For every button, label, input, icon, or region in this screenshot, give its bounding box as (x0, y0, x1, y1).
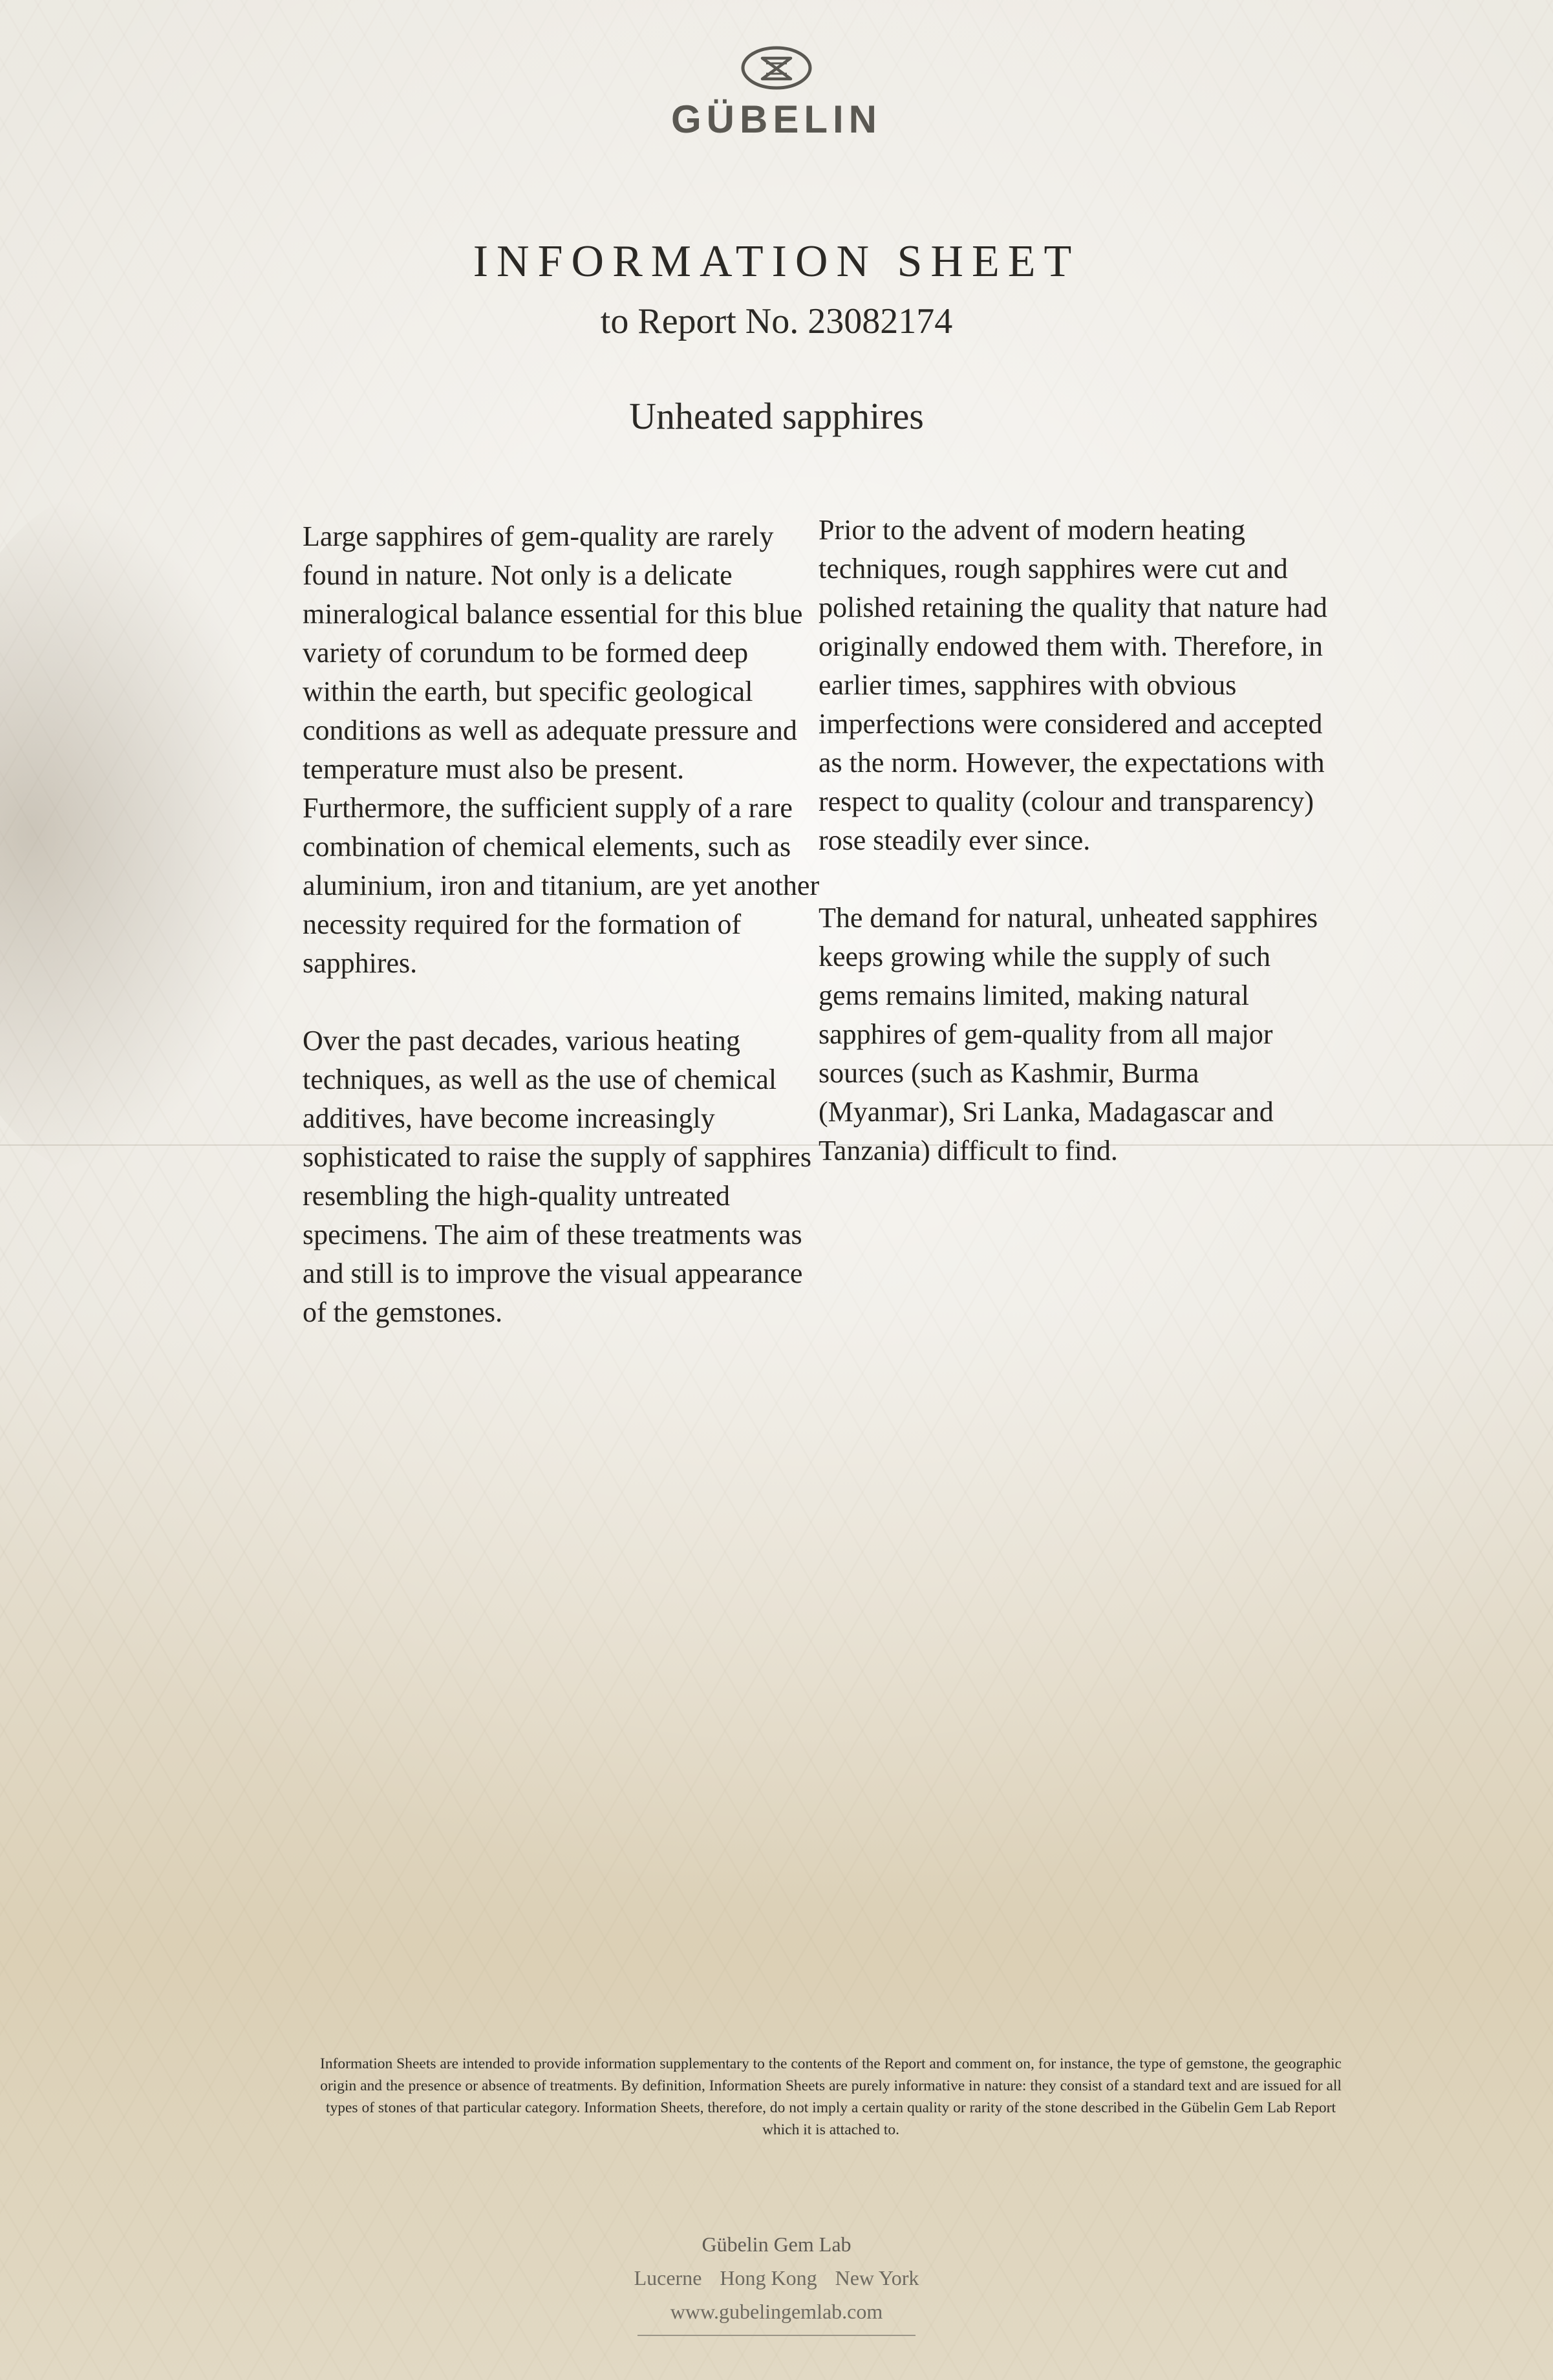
right-column (819, 511, 1336, 1209)
left-column (303, 517, 820, 1371)
disclaimer-text: Information Sheets are intended to provide information supplementary to the contents of the Report and comment on, for instance, the type of gemstone, the geographic origin and the presence or absence of treatments. By definition, Information Sheets are purely informative in nature: they consist of a standard text and are issued for all types of stones of that particular category. Information Sheets, therefore, do not imply a certain quality or rarity of the stone described in the Gübelin Gem Lab Report which it is attached to. (320, 2055, 1342, 2138)
paragraph-treatments: Over the past decades, various heating techniques, as well as the use of chemical additives, have become increasingly sophisticated to raise the supply of sapphires resembling the high-quality untreated specimens. The aim of these treatments was and still is to improve the visual appearance of the gemstones. (303, 1025, 811, 1328)
paragraph-demand: The demand for natural, unheated sapphires keeps growing while the supply of such gems remains limited, making natural sapphires of gem-quality from all major sources (such as Kashmir, Burma (Myanmar), Sri Lanka, Madagascar and Tanzania) difficult to find. (819, 902, 1318, 1166)
page-title: INFORMATION SHEET (473, 237, 1080, 286)
city-lucerne: Lucerne (634, 2266, 702, 2289)
lab-name: Gübelin Gem Lab (702, 2233, 851, 2256)
footer-divider (637, 2335, 916, 2336)
report-number: to Report No. 23082174 (600, 301, 953, 341)
gubelin-logo (0, 45, 1553, 142)
paragraph-history: Prior to the advent of modern heating techniques, rough sapphires were cut and polished retaining the quality that nature had originally endowed them with. Therefore, in earlier times, sapphires with obvious imperfections were considered and accepted as the norm. However, the expectations with respect to quality (colour and transparency) rose steadily ever since. (819, 514, 1327, 856)
paragraph-formation: Large sapphires of gem-quality are rarely found in nature. Not only is a delicate mineralogical balance essential for this blue variety of corundum to be formed deep within the earth, but specific geological conditions as well as adequate pressure and temperature must also be present. Furthermore, the sufficient supply of a rare combination of chemical elements, such as aluminium, iron and titanium, are yet another necessity required for the formation of sapphires. (303, 520, 820, 979)
footer (0, 2227, 1553, 2336)
sheet-subtitle: Unheated sapphires (629, 395, 924, 437)
brand-name: GÜBELIN (671, 98, 882, 141)
website-link: www.gubelingemlab.com (670, 2300, 883, 2323)
city-new-york: New York (835, 2266, 919, 2289)
city-hong-kong: Hong Kong (720, 2266, 817, 2289)
gubelin-hourglass-emblem-icon (740, 45, 813, 91)
lab-locations (0, 2261, 1553, 2295)
hand-shadow (0, 491, 284, 1177)
